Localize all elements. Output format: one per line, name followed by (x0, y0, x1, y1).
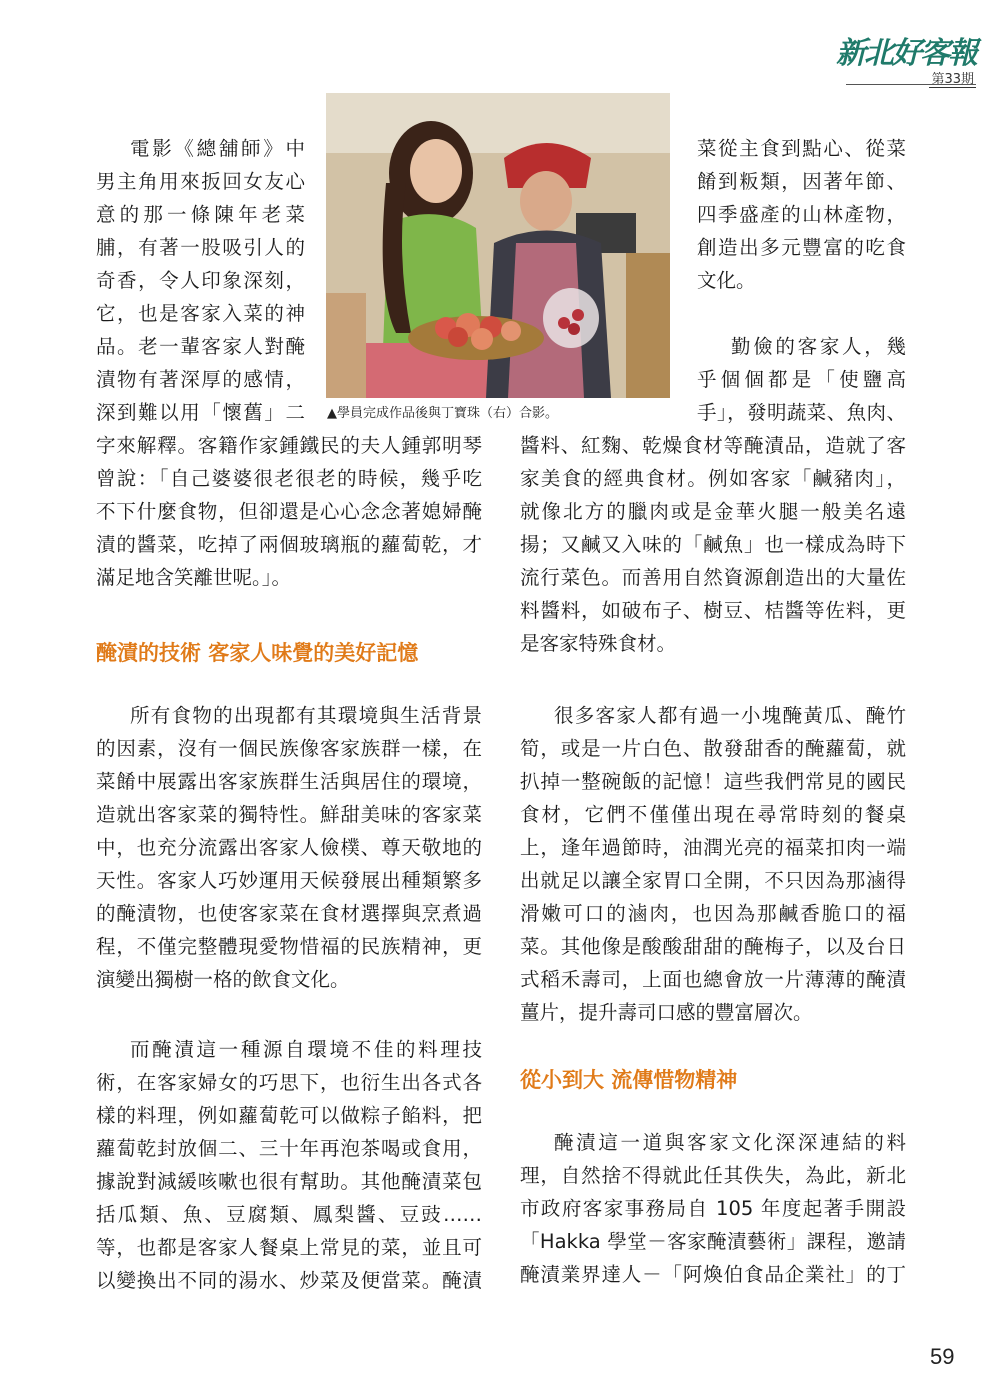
text-line: 滿足地含笑離世呢。」。 (96, 566, 292, 589)
text-line: 薑片，提升壽司口感的豐富層次。 (520, 1001, 813, 1024)
text-line: 扒掉一整碗飯的記憶！這些我們常見的國民 (520, 770, 906, 793)
text-line: 很多客家人都有過一小塊醃黃瓜、醃竹 (554, 704, 906, 727)
text-line: 男主角用來扳回女友心 (96, 170, 305, 193)
text-line: 滑嫩可口的滷肉，也因為那鹹香脆口的福 (520, 902, 906, 925)
text-line: 菜從主食到點心、從菜 (697, 137, 906, 160)
page-number: 59 (930, 1344, 955, 1369)
text-line: 的醃漬物，也使客家菜在食材選擇與烹煮過 (96, 902, 482, 925)
text-line: 天性。客家人巧妙運用天候發展出種類繁多 (96, 869, 482, 892)
text-line: 創造出多元豐富的吃食 (697, 236, 906, 259)
text-line: 四季盛產的山林產物， (697, 203, 906, 226)
text-line: 品。老一輩客家人對醃 (96, 335, 305, 358)
memory-paragraph (520, 699, 906, 1029)
text-line: 的因素，沒有一個民族像客家族群一樣，在 (96, 737, 482, 760)
text-line: 中，也充分流露出客家人儉樸、尊天敬地的 (96, 836, 482, 859)
text-line: 電影《總舖師》中 (130, 137, 305, 160)
text-line: 曾說：「自己婆婆很老很老的時候，幾乎吃 (96, 467, 482, 490)
section-heading-1: 醃漬的技術 客家人味覺的美好記憶 (96, 641, 419, 665)
text-line: 醬料、紅麴、乾燥食材等醃漬品，造就了客 (520, 434, 906, 457)
text-line: 手」，發明蔬菜、魚肉、 (697, 401, 906, 424)
text-line: 括瓜類、魚、豆腐類、鳳梨醬、豆豉…… (96, 1203, 482, 1226)
text-line: 餚到粄類，因著年節、 (697, 170, 906, 193)
section-heading-2: 從小到大 流傳惜物精神 (520, 1068, 738, 1092)
masthead-logo: 新北好客報 (836, 36, 976, 71)
text-line: 而醃漬這一種源自環境不佳的料理技 (130, 1038, 482, 1061)
text-line: 就像北方的臘肉或是金華火腿一般美名遠 (520, 500, 906, 523)
text-line: 意的那一條陳年老菜 (96, 203, 305, 226)
intro-paragraph-continued (96, 429, 482, 594)
text-line: 料醬料，如破布子、樹豆、桔醬等佐料，更 (520, 599, 906, 622)
text-line: 脯，有著一股吸引人的 (96, 236, 305, 259)
text-line: 字來解釋。客籍作家鍾鐵民的夫人鍾郭明琴 (96, 434, 482, 457)
text-line: 樣的料理，例如蘿蔔乾可以做粽子餡料，把 (96, 1104, 482, 1127)
text-line: 據說對減緩咳嗽也很有幫助。其他醃漬菜包 (96, 1170, 482, 1193)
text-line: 理，自然捨不得就此任其佚失，為此，新北 (520, 1164, 906, 1187)
text-line: 文化。 (697, 269, 756, 292)
article-photo (326, 93, 670, 398)
frugal-paragraph (697, 330, 906, 429)
text-line: 漬物有著深厚的感情， (96, 368, 305, 391)
text-line: 醃漬這一道與客家文化深深連結的料 (554, 1131, 906, 1154)
text-line: 市政府客家事務局自 105 年度起著手開設 (520, 1197, 906, 1220)
text-line: 程，不僅完整體現愛物惜福的民族精神，更 (96, 935, 482, 958)
text-line: 蘿蔔乾封放個二、三十年再泡茶喝或食用， (96, 1137, 482, 1160)
text-line: 食材，它們不僅僅出現在尋常時刻的餐桌 (520, 803, 906, 826)
text-line: 勤儉的客家人，幾 (731, 335, 906, 358)
issue-number: 第33期 (929, 68, 976, 88)
text-line: 不下什麼食物，但卻還是心心念念著媳婦醃 (96, 500, 482, 523)
environment-paragraph (96, 699, 482, 996)
text-line: 深到難以用「懷舊」二 (96, 401, 305, 424)
text-line: 出就足以讓全家胃口全開，不只因為那滷得 (520, 869, 906, 892)
text-line: 奇香，令人印象深刻， (96, 269, 305, 292)
text-line: 家美食的經典食材。例如客家「鹹豬肉」， (520, 467, 906, 490)
frugal-paragraph-continued (520, 429, 906, 660)
technique-paragraph (96, 1033, 482, 1297)
text-line: 它，也是客家入菜的神 (96, 302, 305, 325)
text-line: 流行菜色。而善用自然資源創造出的大量佐 (520, 566, 906, 589)
text-line: 造就出客家菜的獨特性。鮮甜美味的客家菜 (96, 803, 482, 826)
photo-caption: ▲學員完成作品後與丁寶珠（右）合影。 (327, 406, 558, 421)
text-line: 菜餚中展露出客家族群生活與居住的環境， (96, 770, 482, 793)
text-line: 以變換出不同的湯水、炒菜及便當菜。醃漬 (96, 1269, 482, 1292)
text-line: 是客家特殊食材。 (520, 632, 677, 655)
text-line: 所有食物的出現都有其環境與生活背景 (130, 704, 482, 727)
text-line: 筍，或是一片白色、散發甜香的醃蘿蔔，就 (520, 737, 906, 760)
text-line: 演變出獨樹一格的飲食文化。 (96, 968, 350, 991)
text-line: 乎個個都是「使鹽高 (697, 368, 906, 391)
right-top-paragraph (697, 132, 906, 297)
text-line: 術，在客家婦女的巧思下，也衍生出各式各 (96, 1071, 482, 1094)
closing-paragraph (520, 1126, 906, 1291)
text-line: 上，逢年過節時，油潤光亮的福菜扣肉一端 (520, 836, 906, 859)
text-line: 等，也都是客家人餐桌上常見的菜，並且可 (96, 1236, 482, 1259)
masthead (836, 28, 986, 90)
text-line: 菜。其他像是酸酸甜甜的醃梅子，以及台日 (520, 935, 906, 958)
text-line: 揚；又鹹又入味的「鹹魚」也一樣成為時下 (520, 533, 906, 556)
masthead-rule (846, 84, 976, 85)
text-line: 醃漬業界達人－「阿煥伯食品企業社」的丁 (520, 1263, 906, 1286)
text-line: 式稻禾壽司，上面也總會放一片薄薄的醃漬 (520, 968, 906, 991)
text-line: 「Hakka 學堂－客家醃漬藝術」課程，邀請 (520, 1230, 906, 1253)
intro-paragraph (96, 132, 305, 429)
text-line: 漬的醬菜，吃掉了兩個玻璃瓶的蘿蔔乾，才 (96, 533, 482, 556)
